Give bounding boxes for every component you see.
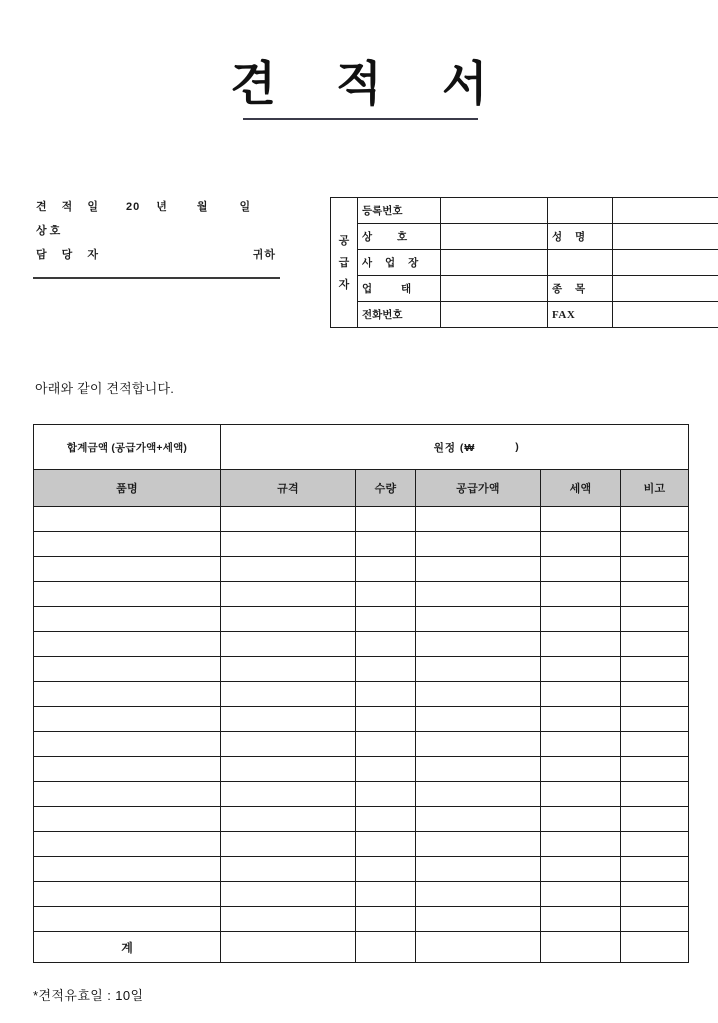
total-row [34, 932, 689, 963]
validity-note: *견적유효일 : 10일 [33, 988, 144, 1003]
page-title: 견 적 서 [230, 57, 510, 112]
total-cell-qty[interactable] [356, 932, 416, 963]
item-cell-name[interactable] [34, 757, 221, 782]
supplier-label2-name: 성 명 [548, 224, 613, 250]
supplier-label2-registration [548, 198, 613, 224]
supplier-label-registration: 등록번호 [358, 198, 441, 224]
supplier-value-business-type[interactable] [441, 276, 548, 302]
item-cell-tax[interactable] [541, 532, 621, 557]
item-cell-supply[interactable] [416, 607, 541, 632]
quote-date-year-unit: 년 [156, 201, 167, 213]
supplier-value-registration[interactable] [441, 198, 548, 224]
supplier-row-registration [331, 198, 718, 224]
table-row [34, 782, 689, 807]
item-cell-note[interactable] [621, 532, 689, 557]
supplier-label-business-type: 업 태 [358, 276, 441, 302]
item-cell-spec[interactable] [221, 532, 356, 557]
table-row [34, 657, 689, 682]
item-cell-tax[interactable] [541, 832, 621, 857]
quote-date-month-unit: 월 [196, 201, 208, 213]
table-row [34, 532, 689, 557]
item-cell-spec[interactable] [221, 807, 356, 832]
supplier-value2-business-item[interactable] [613, 276, 718, 302]
item-cell-tax[interactable] [541, 682, 621, 707]
supplier-vertical-char-0: 공 [338, 234, 350, 247]
item-cell-supply[interactable] [416, 507, 541, 532]
quote-date-year-value: 20 [126, 201, 141, 213]
supplier-vertical-label [331, 198, 358, 328]
requester-info-block [36, 198, 282, 270]
item-cell-name[interactable] [34, 582, 221, 607]
supplier-row-business-type [331, 276, 718, 302]
supplier-row-phone [331, 302, 718, 328]
item-cell-name[interactable] [34, 657, 221, 682]
item-cell-spec[interactable] [221, 507, 356, 532]
item-cell-note[interactable] [621, 557, 689, 582]
item-cell-tax[interactable] [541, 582, 621, 607]
item-cell-qty[interactable] [356, 882, 416, 907]
honorific-label: 귀하 [252, 249, 276, 261]
quote-date-day-unit: 일 [239, 201, 251, 213]
item-cell-name[interactable] [34, 707, 221, 732]
item-cell-qty[interactable] [356, 657, 416, 682]
item-cell-spec[interactable] [221, 782, 356, 807]
item-cell-tax[interactable] [541, 607, 621, 632]
item-cell-supply[interactable] [416, 732, 541, 757]
supplier-label-company: 상 호 [358, 224, 441, 250]
item-cell-name[interactable] [34, 732, 221, 757]
item-cell-tax[interactable] [541, 857, 621, 882]
item-cell-supply[interactable] [416, 807, 541, 832]
summary-amount-suffix: ) [515, 441, 519, 453]
item-cell-spec[interactable] [221, 682, 356, 707]
item-cell-note[interactable] [621, 657, 689, 682]
supplier-value2-registration[interactable] [613, 198, 718, 224]
item-cell-name[interactable] [34, 532, 221, 557]
item-cell-qty[interactable] [356, 632, 416, 657]
item-cell-spec[interactable] [221, 832, 356, 857]
column-header-spec: 규격 [221, 470, 356, 507]
requester-company-line [36, 222, 282, 246]
item-cell-spec[interactable] [221, 707, 356, 732]
table-row [34, 632, 689, 657]
items-table [33, 424, 689, 963]
item-cell-spec[interactable] [221, 882, 356, 907]
supplier-value-phone[interactable] [441, 302, 548, 328]
item-cell-note[interactable] [621, 832, 689, 857]
item-cell-tax[interactable] [541, 757, 621, 782]
item-cell-name[interactable] [34, 832, 221, 857]
table-row [34, 507, 689, 532]
total-cell-tax[interactable] [541, 932, 621, 963]
title-underline [243, 118, 478, 120]
item-cell-qty[interactable] [356, 557, 416, 582]
requester-person-line [36, 246, 282, 270]
item-cell-qty[interactable] [356, 682, 416, 707]
item-cell-spec[interactable] [221, 632, 356, 657]
item-cell-spec[interactable] [221, 857, 356, 882]
item-cell-name[interactable] [34, 882, 221, 907]
item-cell-tax[interactable] [541, 732, 621, 757]
supplier-label2-address [548, 250, 613, 276]
item-cell-qty[interactable] [356, 732, 416, 757]
summary-amount-prefix: 원정 (₩ [433, 441, 476, 454]
quote-date-line [36, 198, 282, 222]
item-cell-note[interactable] [621, 757, 689, 782]
item-cell-supply[interactable] [416, 907, 541, 932]
item-cell-spec[interactable] [221, 732, 356, 757]
item-cell-name[interactable] [34, 857, 221, 882]
item-cell-note[interactable] [621, 507, 689, 532]
item-cell-name[interactable] [34, 557, 221, 582]
item-cell-qty[interactable] [356, 832, 416, 857]
total-cell-label: 계 [34, 932, 221, 963]
column-header-note: 비고 [621, 470, 689, 507]
supplier-value-company[interactable] [441, 224, 548, 250]
supplier-label-address: 사 업 장 [358, 250, 441, 276]
item-cell-note[interactable] [621, 732, 689, 757]
supplier-value2-name[interactable] [613, 224, 718, 250]
quote-date-label: 견 적 일 [36, 201, 104, 213]
item-cell-spec[interactable] [221, 907, 356, 932]
item-cell-qty[interactable] [356, 757, 416, 782]
item-cell-tax[interactable] [541, 882, 621, 907]
item-cell-tax[interactable] [541, 907, 621, 932]
item-cell-spec[interactable] [221, 757, 356, 782]
item-cell-note[interactable] [621, 857, 689, 882]
requester-block-underline [33, 277, 280, 279]
column-header-supply: 공급가액 [416, 470, 541, 507]
item-cell-supply[interactable] [416, 582, 541, 607]
intro-sentence: 아래와 같이 견적합니다. [35, 381, 175, 396]
table-row [34, 857, 689, 882]
table-row [34, 607, 689, 632]
total-cell-supply[interactable] [416, 932, 541, 963]
item-cell-supply[interactable] [416, 757, 541, 782]
item-cell-tax[interactable] [541, 707, 621, 732]
item-cell-name[interactable] [34, 682, 221, 707]
item-cell-tax[interactable] [541, 657, 621, 682]
table-row [34, 557, 689, 582]
supplier-label2-business-item: 종 목 [548, 276, 613, 302]
item-cell-spec[interactable] [221, 657, 356, 682]
column-header-qty: 수량 [356, 470, 416, 507]
requester-company-label: 상 호 [36, 225, 61, 237]
table-row [34, 707, 689, 732]
item-cell-qty[interactable] [356, 807, 416, 832]
item-cell-qty[interactable] [356, 532, 416, 557]
supplier-vertical-char-2: 자 [338, 278, 350, 291]
supplier-row-company [331, 224, 718, 250]
table-row [34, 832, 689, 857]
table-row [34, 907, 689, 932]
item-cell-note[interactable] [621, 782, 689, 807]
item-cell-tax[interactable] [541, 507, 621, 532]
total-cell-note[interactable] [621, 932, 689, 963]
column-header-tax: 세액 [541, 470, 621, 507]
item-cell-note[interactable] [621, 582, 689, 607]
table-row [34, 682, 689, 707]
item-cell-name[interactable] [34, 907, 221, 932]
item-cell-note[interactable] [621, 707, 689, 732]
item-cell-note[interactable] [621, 907, 689, 932]
item-cell-note[interactable] [621, 807, 689, 832]
summary-label: 합계금액 (공급가액+세액) [34, 425, 221, 470]
supplier-label-phone: 전화번호 [358, 302, 441, 328]
item-cell-name[interactable] [34, 607, 221, 632]
item-cell-note[interactable] [621, 882, 689, 907]
item-cell-tax[interactable] [541, 557, 621, 582]
item-cell-supply[interactable] [416, 707, 541, 732]
supplier-vertical-char-1: 급 [338, 256, 350, 269]
table-row [34, 582, 689, 607]
item-cell-note[interactable] [621, 607, 689, 632]
item-cell-supply[interactable] [416, 857, 541, 882]
item-cell-qty[interactable] [356, 782, 416, 807]
item-cell-note[interactable] [621, 632, 689, 657]
summary-row [34, 425, 689, 470]
item-cell-supply[interactable] [416, 682, 541, 707]
supplier-value2-address[interactable] [613, 250, 718, 276]
requester-person-label: 담 당 자 [36, 249, 104, 261]
table-row [34, 757, 689, 782]
item-cell-name[interactable] [34, 807, 221, 832]
item-cell-name[interactable] [34, 632, 221, 657]
item-cell-supply[interactable] [416, 557, 541, 582]
item-cell-qty[interactable] [356, 707, 416, 732]
table-row [34, 807, 689, 832]
summary-amount-cell[interactable] [221, 425, 689, 470]
item-cell-supply[interactable] [416, 632, 541, 657]
item-cell-qty[interactable] [356, 907, 416, 932]
table-row [34, 732, 689, 757]
item-cell-tax[interactable] [541, 782, 621, 807]
table-row [34, 882, 689, 907]
item-cell-spec[interactable] [221, 582, 356, 607]
supplier-value-address[interactable] [441, 250, 548, 276]
item-cell-supply[interactable] [416, 657, 541, 682]
item-cell-note[interactable] [621, 682, 689, 707]
total-cell-spec[interactable] [221, 932, 356, 963]
item-cell-qty[interactable] [356, 507, 416, 532]
column-header-name: 품명 [34, 470, 221, 507]
item-cell-supply[interactable] [416, 832, 541, 857]
item-cell-spec[interactable] [221, 607, 356, 632]
item-cell-name[interactable] [34, 507, 221, 532]
item-cell-qty[interactable] [356, 582, 416, 607]
supplier-row-address [331, 250, 718, 276]
item-cell-supply[interactable] [416, 882, 541, 907]
item-cell-supply[interactable] [416, 782, 541, 807]
item-cell-qty[interactable] [356, 857, 416, 882]
items-header-row [34, 470, 689, 507]
item-cell-spec[interactable] [221, 557, 356, 582]
item-cell-supply[interactable] [416, 532, 541, 557]
item-cell-tax[interactable] [541, 807, 621, 832]
item-cell-tax[interactable] [541, 632, 621, 657]
supplier-value2-fax[interactable] [613, 302, 718, 328]
item-cell-name[interactable] [34, 782, 221, 807]
supplier-info-table [330, 197, 718, 328]
supplier-label2-fax: FAX [548, 302, 613, 328]
item-cell-qty[interactable] [356, 607, 416, 632]
